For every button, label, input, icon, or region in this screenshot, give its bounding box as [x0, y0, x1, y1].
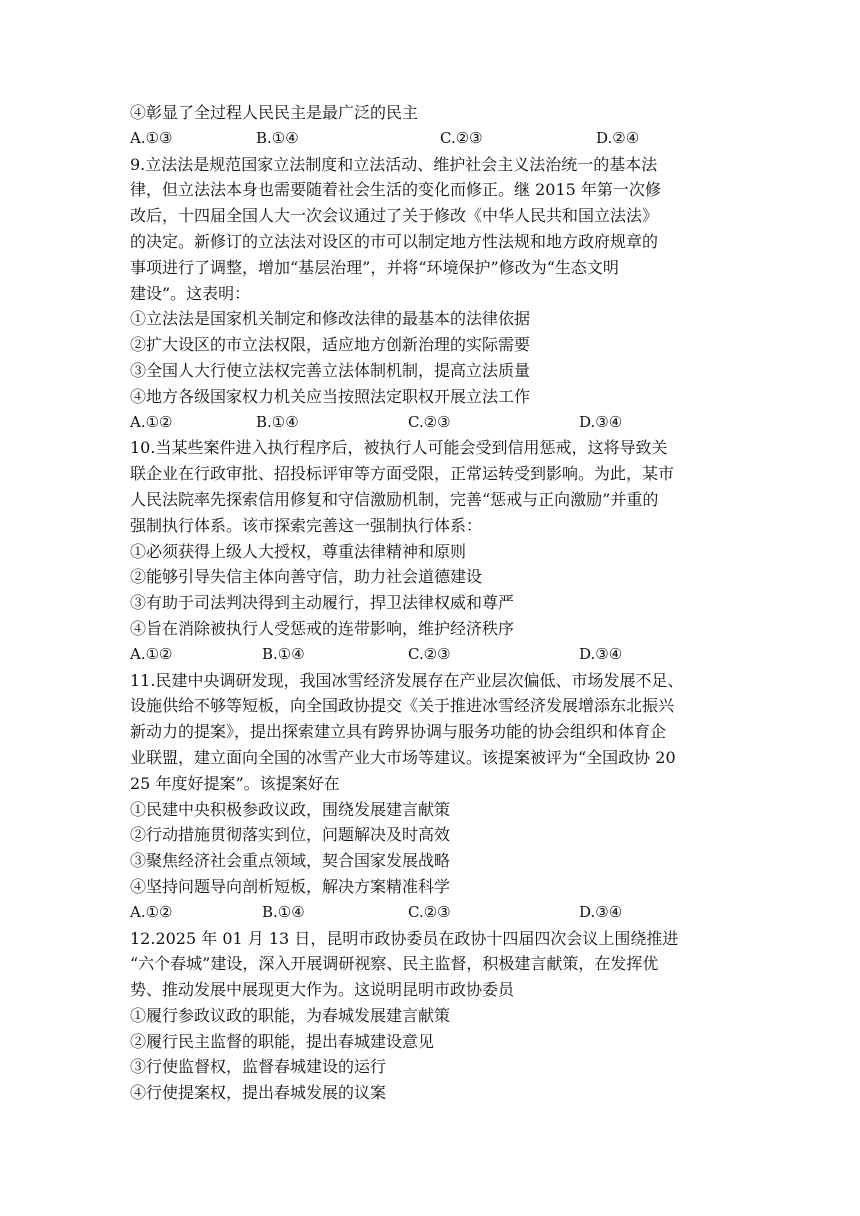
question-10-item-4: ④旨在消除被执行人受惩戒的连带影响，维护经济秩序 [130, 618, 515, 638]
question-11-stem-line: 11.民建中央调研发现，我国冰雪经济发展存在产业层次偏低、市场发展不足、 [130, 670, 684, 690]
option-b: B.①④ [262, 644, 305, 663]
question-9-stem-line: 事项进行了调整，增加“基层治理”，并将“环境保护”修改为“生态文明 [130, 257, 619, 277]
option-a: A.①② [130, 412, 173, 431]
question-12-item-3: ③行使监督权，监督春城建设的运行 [130, 1057, 387, 1077]
question-9-stem-line: 建设”。这表明： [130, 283, 251, 303]
question-9-stem-line: 的决定。新修订的立法法对设区的市可以制定地方性法规和地方政府规章的 [130, 231, 659, 251]
question-9-item-2: ②扩大设区的市立法权限，适应地方创新治理的实际需要 [130, 335, 531, 355]
question-9 [130, 152, 730, 436]
option-d: D.②④ [596, 128, 640, 147]
option-c: C.②③ [408, 412, 451, 431]
option-a: A.①② [130, 902, 173, 921]
question-11-options [130, 900, 730, 926]
question-10-item-2: ②能够引导失信主体向善守信，助力社会道德建设 [130, 567, 483, 587]
question-10 [130, 435, 730, 667]
question-12 [130, 926, 730, 1107]
question-12-stem-line: 势、推动发展中展现更大作为。这说明昆明市政协委员 [130, 980, 515, 1000]
question-11-item-1: ①民建中央积极参政议政，围绕发展建言献策 [130, 799, 451, 819]
option-a: A.①② [130, 644, 173, 663]
question-11-stem-line: 业联盟，建立面向全国的冰雪产业大市场等建议。该提案被评为“全国政协 20 [130, 747, 676, 767]
question-12-item-1: ①履行参政议政的职能，为春城发展建言献策 [130, 1005, 451, 1025]
question-9-stem-line: 改后，十四届全国人大一次会议通过了关于修改《中华人民共和国立法法》 [130, 206, 659, 226]
question-11-item-4: ④坚持问题导向剖析短板，解决方案精准科学 [130, 876, 451, 896]
option-d: D.③④ [579, 644, 623, 663]
question-8-tail [130, 100, 730, 152]
question-10-options [130, 642, 730, 668]
option-b: B.①④ [256, 128, 299, 147]
question-10-item-1: ①必须获得上级人大授权，尊重法律精神和原则 [130, 541, 467, 561]
option-a: A.①③ [130, 128, 173, 147]
question-10-stem-line: 10.当某些案件进入执行程序后，被执行人可能会受到信用惩戒，这将导致关 [130, 438, 668, 458]
question-10-stem-line: 人民法院率先探索信用修复和守信激励机制，完善“惩戒与正向激励”并重的 [130, 489, 659, 509]
question-9-stem-line: 律，但立法法本身也需要随着社会生活的变化而修正。继 2015 年第一次修 [130, 180, 661, 200]
question-12-item-4: ④行使提案权，提出春城发展的议案 [130, 1083, 387, 1103]
question-12-item-2: ②履行民主监督的职能，提出春城建设意见 [130, 1031, 435, 1051]
question-10-item-3: ③有助于司法判决得到主动履行，捍卫法律权威和尊严 [130, 593, 515, 613]
question-10-stem-line: 联企业在行政审批、招投标评审等方面受限，正常运转受到影响。为此，某市 [130, 464, 675, 484]
question-9-options [130, 410, 730, 436]
question-11-stem-line: 设施供给不够等短板，向全国政协提交《关于推进冰雪经济发展增添东北振兴 [130, 696, 675, 716]
question-8-options [130, 126, 730, 152]
question-12-stem-line: “六个春城”建设，深入开展调研视察、民主监督，积极建言献策，在发挥优 [130, 954, 659, 974]
question-9-item-1: ①立法法是国家机关制定和修改法律的最基本的法律依据 [130, 309, 531, 329]
question-8-item-4: ④彰显了全过程人民民主是最广泛的民主 [130, 103, 419, 122]
question-11-stem-line: 25 年度好提案”。该提案好在 [130, 773, 340, 793]
exam-page [130, 100, 730, 1106]
question-9-item-3: ③全国人大行使立法权完善立法体制机制，提高立法质量 [130, 360, 531, 380]
question-11-item-2: ②行动措施贯彻落实到位，问题解决及时高效 [130, 825, 451, 845]
question-11-item-3: ③聚焦经济社会重点领域，契合国家发展战略 [130, 851, 451, 871]
question-10-stem-line: 强制执行体系。该市探索完善这一强制执行体系： [130, 515, 483, 535]
option-c: C.②③ [408, 644, 451, 663]
question-9-item-4: ④地方各级国家权力机关应当按照法定职权开展立法工作 [130, 386, 531, 406]
question-11 [130, 668, 730, 926]
option-d: D.③④ [579, 902, 623, 921]
question-9-stem-line: 9.立法法是规范国家立法制度和立法活动、维护社会主义法治统一的基本法 [130, 154, 658, 174]
question-11-stem-line: 新动力的提案》，提出探索建立具有跨界协调与服务功能的协会组织和体育企 [130, 722, 667, 742]
option-c: C.②③ [440, 128, 483, 147]
option-b: B.①④ [256, 412, 299, 431]
option-c: C.②③ [408, 902, 451, 921]
option-d: D.③④ [579, 412, 623, 431]
question-12-stem-line: 12.2025 年 01 月 13 日，昆明市政协委员在政协十四届四次会议上围绕推进 [130, 928, 679, 948]
option-b: B.①④ [262, 902, 305, 921]
